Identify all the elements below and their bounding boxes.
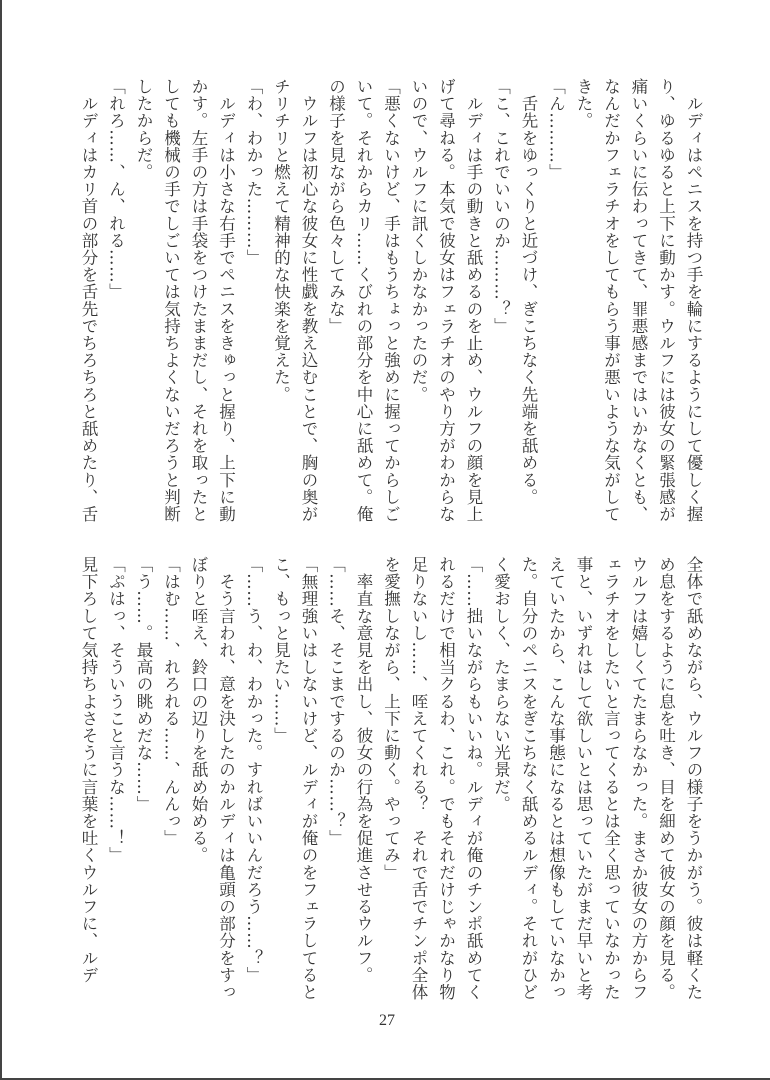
text-line: れるだけで相当クるわ、これ。でもそれだけじゃかなり物 (436, 556, 456, 1001)
text-line: かす。左手の方は手袋をつけたままだし、それを取ったと (189, 78, 208, 523)
text-line: 「ん………」 (546, 78, 566, 181)
text-block-top (75, 78, 708, 538)
text-line: 全体で舐めながら、ウルフの様子をうかがう。彼は軽くた (684, 556, 703, 1001)
text-line: 足りないし……、咥えてくれる？ それで舌でチンポ全体 (409, 556, 428, 1001)
text-line: ルディは小さな右手でペニスをきゅっと握り、上下に動 (216, 78, 236, 523)
text-line: 「こ、これでいいのか………？」 (491, 78, 511, 335)
text-line: 「……そ、そこまでするのか……？」 (326, 556, 346, 847)
text-line: チリチリと燃えて精神的な快楽を覚えた。 (271, 78, 291, 403)
text-line: そう言われ、意を決したのかルディは亀頭の部分をすっ (216, 556, 236, 1001)
text-line: 舌先をゆっくりと近づけ、ぎこちなく先端を舐める。 (519, 78, 538, 506)
text-line: を愛撫しながら、上下に動く。やってみ」 (381, 556, 401, 881)
text-block-bottom (75, 556, 708, 1001)
text-line: く愛おしく、たまらない光景だ。 (491, 556, 511, 813)
text-line: いので、ウルフに訊くしかなかったのだ。 (409, 78, 428, 403)
text-line: 「……拙いながらもいいね。ルディが俺のチンポ舐めてく (464, 556, 483, 1001)
text-line: なんだかフェラチオをしてもらう事が悪いような気がして (601, 78, 621, 523)
text-line: いて。それからカリ……くびれの部分を中心に舐めて。俺 (354, 78, 373, 523)
text-line: ェラチオをしたいと言ってくるとは全く思っていなかった (601, 556, 621, 1001)
text-line: きた。 (574, 78, 593, 130)
text-line: 「……う、わ、わかった。すればいいんだろう……？」 (244, 556, 263, 984)
text-line: したからだ。 (134, 78, 153, 181)
text-line: 事と、いずれはして欲しいとは思っていたがまだ早いと考 (574, 556, 593, 1001)
text-line: 「わ、わかった………」 (244, 78, 263, 267)
text-line: 見下ろして気持ちよさそうに言葉を吐くウルフに、ルデ (79, 556, 98, 984)
text-line: 「う……。最高の眺めだな……」 (134, 556, 153, 813)
text-line: げて尋ねる。本気で彼女はフェラチオのやり方がわからな (436, 78, 456, 523)
text-line: 率直な意見を出し、彼女の行為を促進させるウルフ。 (354, 556, 373, 984)
text-line: 「悪くないけど、手はもうちょっと強めに握ってからしご (381, 78, 401, 523)
text-line: ルディは手の動きと舐めるのを止め、ウルフの顔を見上 (464, 78, 483, 523)
text-line: 痛いくらいに伝わってきて、罪悪感まではいかなくとも、 (629, 78, 648, 523)
text-line: 「れろ……、ん、れる……」 (106, 78, 126, 301)
text-line: 「ぷはっ、そういうこと言うな……！」 (106, 556, 126, 864)
text-line: ルディはペニスを持つ手を輪にするようにして優しく握 (684, 78, 703, 523)
text-line: 「はむ……、れろれる……、んんっ」 (161, 556, 181, 847)
text-line: め息をするように息を吐き、目を細めて彼女の顔を見る。 (656, 556, 676, 1001)
text-line: こ、もっと見たい……」 (271, 556, 291, 745)
text-line: ルディはカリ首の部分を舌先でちろちろと舐めたり、舌 (79, 78, 98, 523)
text-line: 「無理強いはしないけど、ルディが俺のをフェラしてると (299, 556, 318, 1001)
page-number: 27 (379, 1012, 395, 1029)
text-line: ウルフは初心な彼女に性戯を教え込むことで、胸の奥が (299, 78, 318, 523)
text-line: り、ゆるゆると上下に動かす。ウルフには彼女の緊張感が (656, 78, 676, 523)
text-line: ぼりと咥え、鈴口の辺りを舐め始める。 (189, 556, 208, 864)
text-line: しても機械の手でしごいては気持ちよくないだろうと判断 (161, 78, 181, 523)
text-line: た。自分のペニスをぎこちなく舐めるルディ。それがひど (519, 556, 538, 1001)
text-line: の様子を見ながら色々してみな」 (326, 78, 346, 335)
text-line: えていたから、こんな事態になるとは想像もしていなかっ (546, 556, 566, 1001)
text-line: ウルフは嬉しくてたまらなかった。まさか彼女の方からフ (629, 556, 648, 1001)
